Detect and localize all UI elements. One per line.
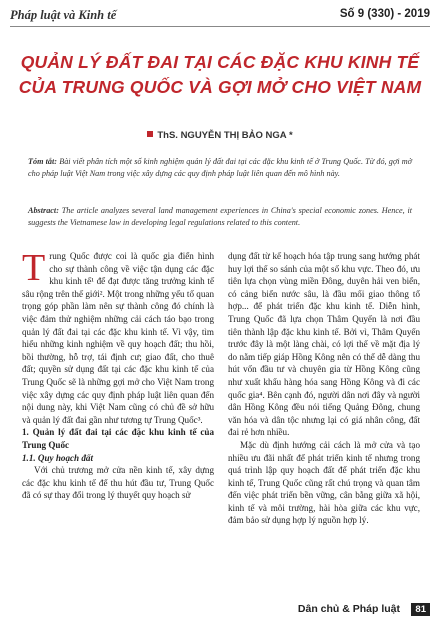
paragraph-planning: Với chủ trương mở cửa nền kinh tế, xây dựng các đặc khu kinh tế để thu hút đầu tư, Trung Quốc đã có sự thay đổi trong lý thuyết quy hoạch sử (22, 465, 214, 501)
abstract-english (28, 205, 412, 228)
abstract-en-label: Abstract: (28, 206, 59, 215)
journal-section: Pháp luật và Kinh tế (10, 8, 117, 22)
section-heading-1: 1. Quản lý đất đai tại các đặc khu kinh tế của Trung Quốc (22, 427, 214, 450)
body-column-right (228, 250, 420, 527)
magazine-name: Dân chủ & Pháp luật (297, 603, 400, 615)
author-line (0, 130, 440, 141)
author-name: ThS. NGUYỄN THỊ BẢO NGA * (157, 130, 293, 141)
abstract-en-text: The article analyzes several land management experiences in China's special economic zones. Hence, it suggests the Vietnamese law in developing legal regulations related to this content. (28, 206, 413, 227)
author-square-icon (147, 131, 153, 137)
issue-number: Số 9 (330) - 2019 (339, 8, 430, 20)
article-title (0, 50, 440, 100)
page-header (10, 6, 430, 28)
subsection-heading-1-1: 1.1. Quy hoạch đất (22, 452, 93, 463)
page-footer (0, 603, 430, 619)
paragraph-sustainable: Mặc dù định hướng cải cách là mở cửa và tạo nhiều ưu đãi nhất để phát triển kinh tế nhưng trong quá trình lập quy hoạch đất để phát triển đặc khu kinh tế, Trung Quốc cũng rất chú trọng và quan tâm đến việc phát triển bền vững, cân bằng giữa xã hội, kinh tế và môi trường, hài hòa giữa các khu vực, đảm bảo sử dụng hợp lý nguồn hợp lý. (228, 439, 420, 526)
paragraph-continued: dụng đất từ kế hoạch hóa tập trung sang hướng phát huy lợi thế so sánh của một số khu vực. Theo đó, ưu tiên lựa chọn vùng miền Đông, duyên hải ven biển, có cảng biển nước sâu, là đầu mối giao thông tổ hợp... để phát triển đặc khu kinh tế. Diễn hình, Trung Quốc đã lựa chọn Thâm Quyến là nơi đầu tiên thành lập đặc khu kinh tế. Bởi vì, Thâm Quyến trước đây là một làng chài, có lợi thế về mặt địa lý do nằm tiếp giáp Hồng Kông nên có thể dễ dàng thu hút vốn đầu tư và chuyên gia từ Hồng Kông cũng như xuất khẩu hàng hóa sang Hồng Kông và đi các quốc gia⁴. Bên cạnh đó, người dân nơi đây và người dân Hồng Kông đều nói tiếng Quảng Đông, chung văn hóa và dân tộc nhưng lại có giá nhân công, đất đai rẻ hơn nhiều. (228, 251, 420, 438)
abstract-vietnamese (28, 156, 412, 179)
paragraph-intro (22, 247, 214, 426)
abstract-vi-label: Tóm tắt: (28, 157, 58, 166)
body-column-left (22, 247, 214, 502)
title-line-2: CỦA TRUNG QUỐC VÀ GỢI MỞ CHO VIỆT NAM (18, 77, 422, 97)
title-line-1: QUẢN LÝ ĐẤT ĐAI TẠI CÁC ĐẶC KHU KINH TẾ (20, 52, 420, 72)
header-rule (10, 26, 430, 27)
intro-text: rung Quốc được coi là quốc gia điển hình cho sự thành công về việc tận dụng các đặc khu kinh tế¹ để đạt được tăng trưởng kinh tế sâu rộng trên thế giới². Một trong những yếu tố quan trọng góp phần làm nên sự thành công đó chính là việc đảm thử nghiệm những cải cách táo bạo trong quản lý đất đai tại các đặc khu kinh tế. Vì vậy, tìm hiểu những kinh nghiệm về quy hoạch đất; thu hồi, bồi thường, hỗ trợ, tái định cư; giao đất, cho thuê đất; quyền sử dụng đất tại các đặc khu kinh tế của Trung Quốc sẽ là những gợi mở cho Việt Nam trong việc xây dựng các quy định pháp luật liên quan đến nội dung này, khi Việt Nam cũng có chủ đề sở hữu và quản lý đất đai gần như tương tự Trung Quốc³. (22, 251, 214, 425)
drop-cap: T (22, 247, 46, 289)
abstract-vi-text: Bài viết phân tích một số kinh nghiệm quản lý đất đai tại các đặc khu kinh tế ở Trung Quốc. Từ đó, gợi mở cho pháp luật Việt Nam trong việc xây dựng các quy định pháp luật liên quan đến mô hình này. (28, 157, 412, 178)
page-number: 81 (411, 603, 430, 616)
